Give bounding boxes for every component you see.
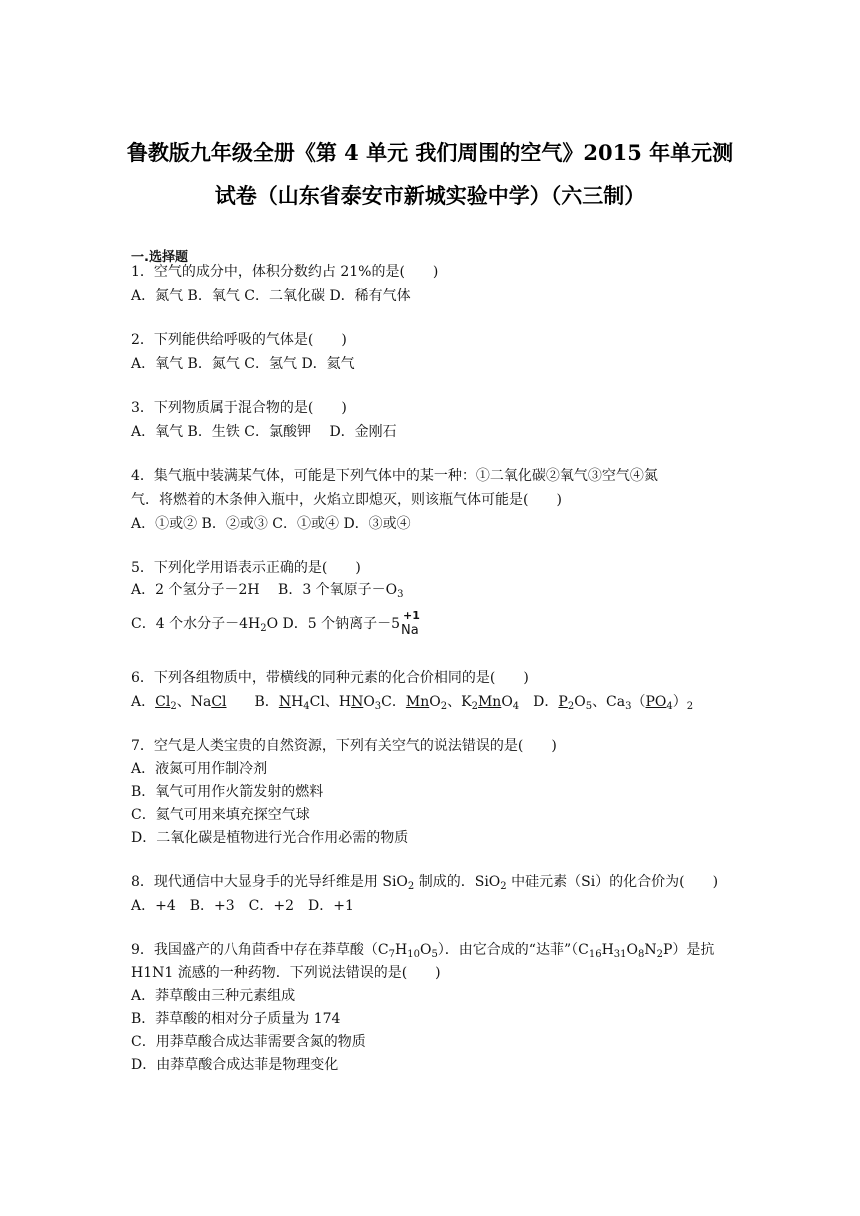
question-6-options: A．$Cl_2$、NaCl B．$NH_4Cl$、$HNO_3C$．MnO$_2$、$K_2MnO_4$ D．$P_2O_5$、$Ca_3(PO_4)_2$ [131, 694, 694, 712]
question-5-options-ab: A．2 个氢分子－2H B．3 个氧原子$-O_3$ [131, 582, 404, 600]
document-title-line2: 试卷（山东省泰安市新城实验中学）（六三制） [214, 183, 646, 208]
question-8-options: A．+4 B．+3 C．+2 D．+1 [131, 898, 354, 914]
question-6-stem: 6．下列各组物质中，带横线的同种元素的化合价相同的是( ) [131, 670, 529, 686]
question-1-options: A．氮气 B．氧气 C．二氧化碳 D．稀有气体 [131, 288, 411, 304]
question-4-options: A．①或② B．②或③ C．①或④ D．③或④ [131, 516, 411, 532]
question-3-stem: 3．下列物质属于混合物的是( ) [131, 400, 347, 416]
question-7-option-a: A．液氮可用作制冷剂 [131, 761, 268, 777]
question-9-option-a: A．莽草酸由三种元素组成 [131, 988, 296, 1004]
question-9-option-d: D．由莽草酸合成达菲是物理变化 [131, 1057, 339, 1073]
question-1-stem: 1．空气的成分中，体积分数约占 21%的是( ) [131, 264, 439, 280]
question-9-option-c: C．用莽草酸合成达菲需要含氮的物质 [131, 1034, 366, 1050]
question-7-option-c: C．氦气可用来填充探空气球 [131, 807, 310, 823]
question-5-options-cd: C．4 个水分子$-4H_2O$ D．5 个钠离子－5 +1 Na [131, 612, 422, 638]
question-7-option-b: B．氧气可用作火箭发射的燃料 [131, 784, 324, 800]
question-3-options: A．氧气 B．生铁 C．氯酸钾 D．金刚石 [131, 424, 397, 440]
question-9-stem-line2: H1N1 流感的一种药物．下列说法错误的是( ) [131, 965, 441, 981]
question-9-option-b: B．莽草酸的相对分子质量为 174 [131, 1011, 341, 1027]
question-7-stem: 7．空气是人类宝贵的自然资源，下列有关空气的说法错误的是( ) [131, 738, 557, 754]
question-4-stem-line2: 气．将燃着的木条伸入瓶中，火焰立即熄灭，则该瓶气体可能是( ) [131, 492, 562, 508]
question-4-stem-line1: 4．集气瓶中装满某气体，可能是下列气体中的某一种：①二氧化碳②氧气③空气④氮 [131, 468, 658, 484]
section-heading: 一.选择题 [131, 250, 188, 265]
question-5-stem: 5．下列化学用语表示正确的是( ) [131, 560, 361, 576]
question-2-options: A．氧气 B．氮气 C．氢气 D．氦气 [131, 356, 355, 372]
question-7-option-d: D．二氧化碳是植物进行光合作用必需的物质 [131, 830, 409, 846]
question-2-stem: 2．下列能供给呼吸的气体是( ) [131, 332, 347, 348]
question-9-stem-line1: 9．我国盛产的八角茴香中存在莽草酸$(C_7H_{10}O_5)$．由它合成的“达菲$”(C_{16}H_{31}O_8N_2P)$是抗 [131, 942, 715, 960]
question-8-stem: 8．现代通信中大显身手的光导纤维是用 SiO$_2$ 制成的．SiO$_2$ 中硅元素（Si）的化合价为( ) [131, 874, 719, 892]
document-title-line1: 鲁教版九年级全册《第 4 单元 我们周围的空气》2015 年单元测 [126, 140, 734, 165]
sodium-ion-notation: +1 Na [400, 609, 420, 638]
